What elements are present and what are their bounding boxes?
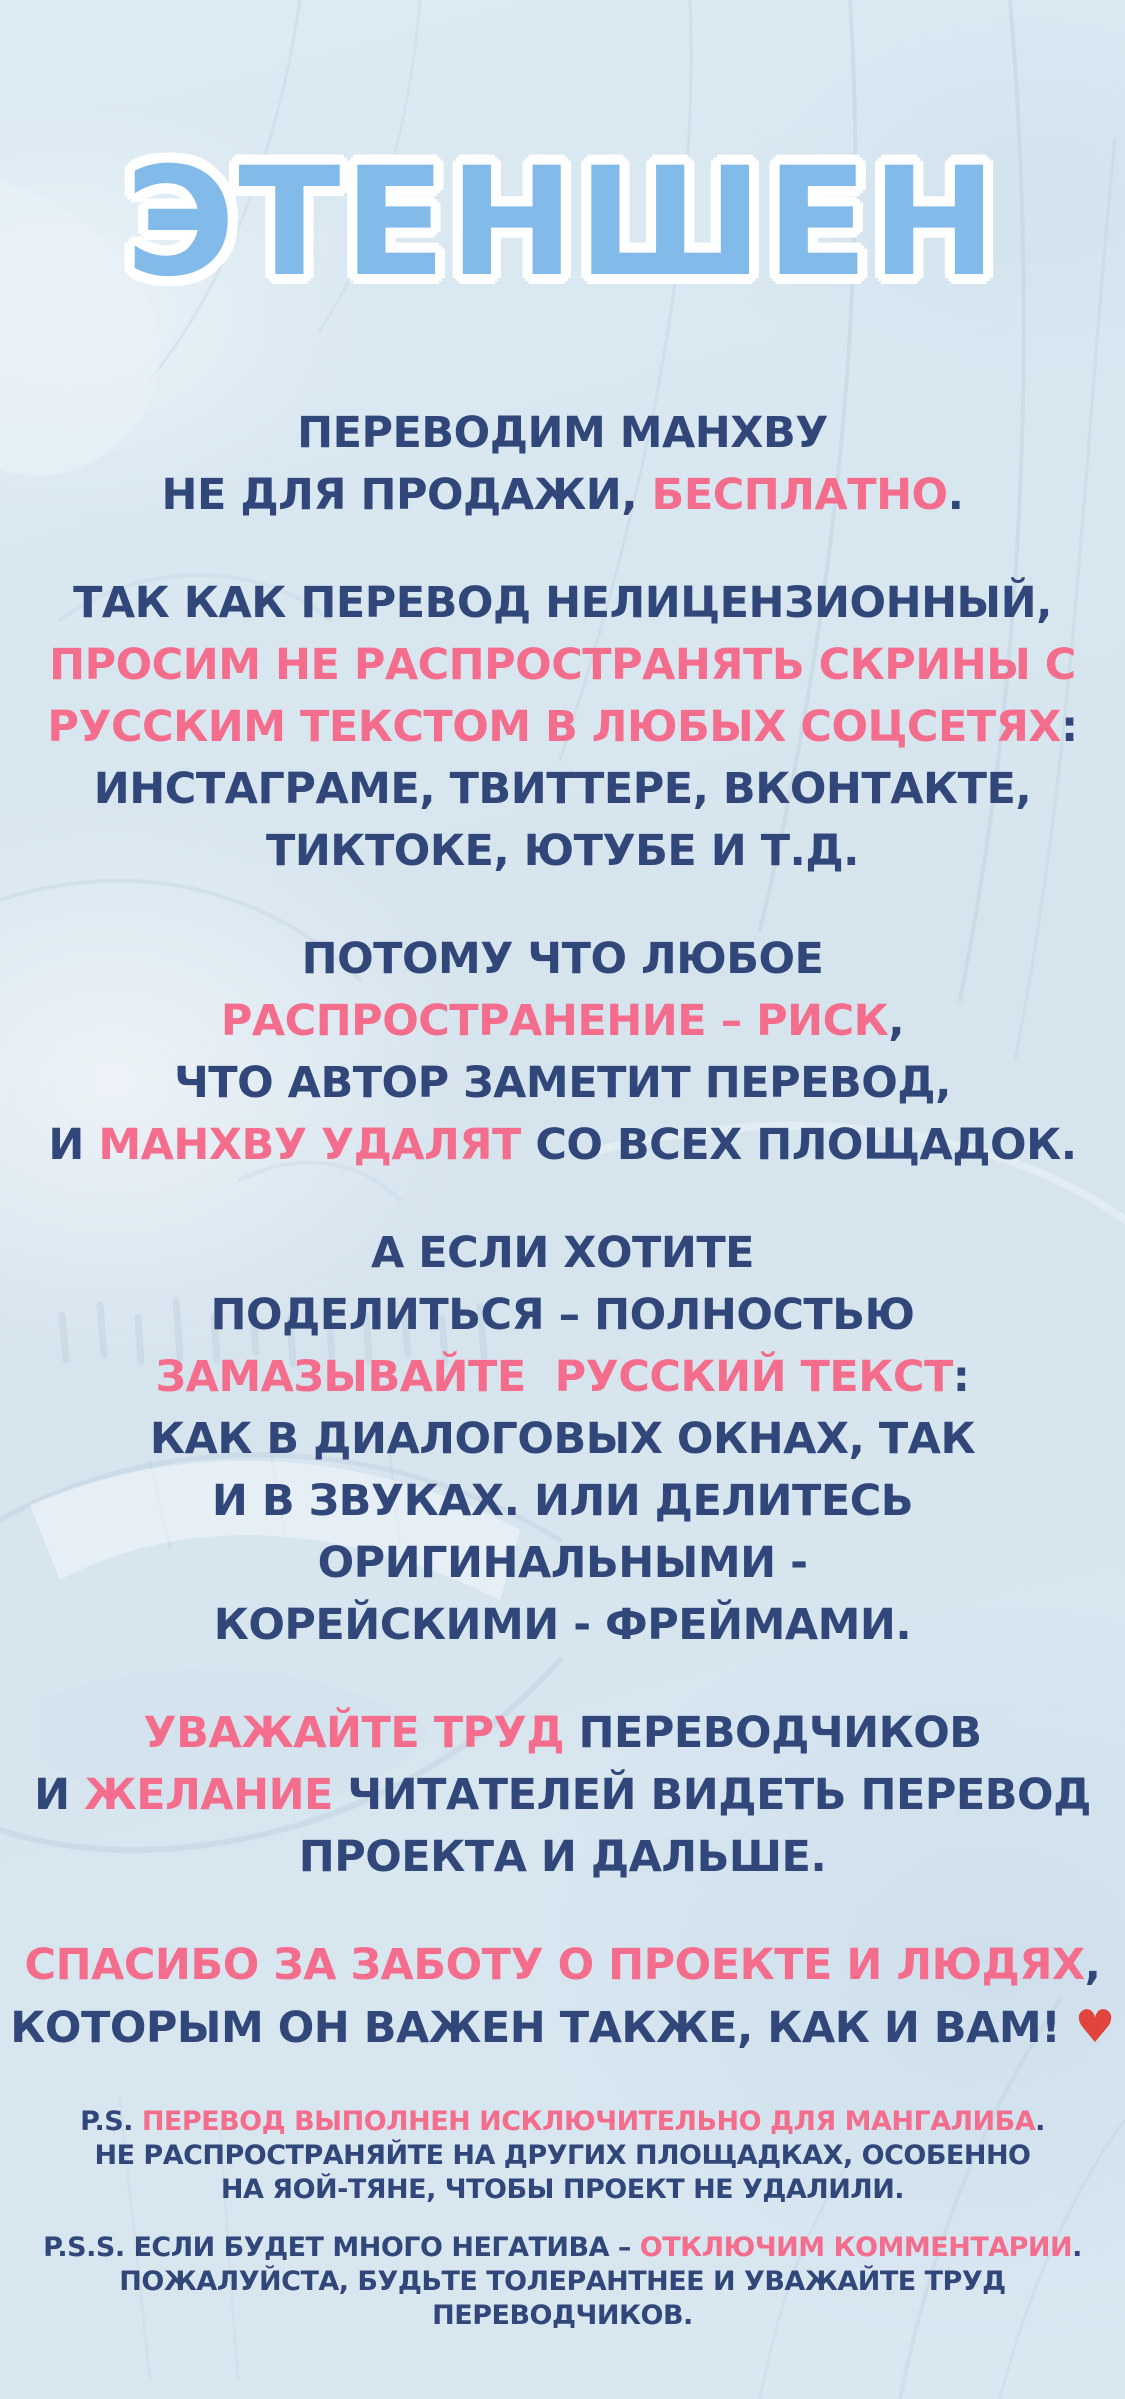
text-line bbox=[0, 990, 1125, 1052]
text-line bbox=[0, 1764, 1125, 1826]
text-segment-navy: P.S. bbox=[80, 2106, 142, 2137]
text-line bbox=[0, 1934, 1125, 1996]
text-line bbox=[0, 1408, 1125, 1470]
text-segment-navy: ИНСТАГРАМЕ, ТВИТТЕРЕ, ВКОНТАКТЕ, bbox=[93, 764, 1032, 814]
text-segment-navy: НЕ РАСПРОСТРАНЯЙТЕ НА ДРУГИХ ПЛОЩАДКАХ, ОСОБЕННО bbox=[94, 2140, 1031, 2171]
text-line bbox=[0, 402, 1125, 464]
text-segment-navy: НА ЯОЙ-ТЯНЕ, ЧТОБЫ ПРОЕКТ НЕ УДАЛИЛИ. bbox=[220, 2174, 905, 2205]
text-segment-navy: КОТОРЫМ ОН ВАЖЕН ТАКЖЕ, КАК И ВАМ! bbox=[10, 2003, 1075, 2053]
text-segment-navy: . bbox=[1035, 2106, 1045, 2137]
text-segment-navy: ПОЖАЛУЙСТА, БУДЬТЕ ТОЛЕРАНТНЕЕ И УВАЖАЙТЕ ТРУД ПЕРЕВОДЧИКОВ. bbox=[119, 2266, 1015, 2331]
text-segment-navy: ЧТО АВТОР ЗАМЕТИТ ПЕРЕВОД, bbox=[174, 1058, 951, 1108]
text-block-6 bbox=[0, 1934, 1125, 2059]
page-title: ЭТЕНШЕН bbox=[125, 136, 1000, 310]
text-line bbox=[0, 2231, 1125, 2265]
text-segment-pink: СПАСИБО ЗА ЗАБОТУ О ПРОЕКТЕ И ЛЮДЯХ bbox=[24, 1940, 1085, 1990]
text-segment-navy: И В ЗВУКАХ. ИЛИ ДЕЛИТЕСЬ bbox=[211, 1476, 914, 1526]
text-line bbox=[0, 572, 1125, 634]
text-line bbox=[0, 696, 1125, 758]
text-segment-pink: ОТКЛЮЧИМ КОММЕНТАРИИ bbox=[639, 2232, 1073, 2263]
text-segment-navy: ЧИТАТЕЛЕЙ ВИДЕТЬ ПЕРЕВОД bbox=[332, 1770, 1091, 1820]
text-segment-navy: ПЕРЕВОДЧИКОВ bbox=[564, 1708, 982, 1758]
text-segment-navy: ПЕРЕВОДИМ МАНХВУ bbox=[297, 408, 828, 458]
text-line bbox=[0, 1826, 1125, 1888]
text-line bbox=[0, 464, 1125, 526]
text-segment-navy: ПОДЕЛИТЬСЯ – ПОЛНОСТЬЮ bbox=[210, 1290, 915, 1340]
text-segment-pink: ЖЕЛАНИЕ bbox=[84, 1770, 333, 1820]
text-line bbox=[0, 2265, 1125, 2333]
text-segment-navy: : bbox=[1060, 702, 1078, 752]
text-blocks bbox=[0, 402, 1125, 2333]
text-segment-navy: , bbox=[888, 996, 905, 1046]
text-line bbox=[0, 1996, 1125, 2059]
text-line bbox=[0, 634, 1125, 696]
text-segment-pink: БЕСПЛАТНО bbox=[651, 470, 948, 520]
text-line bbox=[0, 2173, 1125, 2207]
text-segment-pink: РАСПРОСТРАНЕНИЕ – РИСК bbox=[220, 996, 889, 1046]
text-segment-navy: И bbox=[48, 1120, 99, 1170]
text-segment-navy: И bbox=[34, 1770, 85, 1820]
text-block-2 bbox=[0, 572, 1125, 882]
text-segment-navy: КАК В ДИАЛОГОВЫХ ОКНАХ, ТАК bbox=[149, 1414, 976, 1464]
text-line bbox=[0, 1284, 1125, 1346]
text-segment-navy: НЕ ДЛЯ ПРОДАЖИ, bbox=[161, 470, 652, 520]
text-line bbox=[0, 1594, 1125, 1656]
text-segment-navy: ОРИГИНАЛЬНЫМИ - bbox=[317, 1538, 808, 1588]
text-block-4 bbox=[0, 1222, 1125, 1656]
text-line bbox=[0, 1222, 1125, 1284]
text-segment-pink: УВАЖАЙТЕ ТРУД bbox=[143, 1708, 565, 1758]
text-block-7 bbox=[0, 2105, 1125, 2207]
text-segment-navy: P.S.S. ЕСЛИ БУДЕТ МНОГО НЕГАТИВА – bbox=[43, 2232, 640, 2263]
text-line bbox=[0, 928, 1125, 990]
text-block-8 bbox=[0, 2231, 1125, 2333]
text-line bbox=[0, 1470, 1125, 1532]
text-segment-pink: РУССКИМ ТЕКСТОМ В ЛЮБЫХ СОЦСЕТЯХ bbox=[47, 702, 1061, 752]
text-segment-navy: : bbox=[952, 1352, 970, 1402]
text-line bbox=[0, 2139, 1125, 2173]
text-line bbox=[0, 1346, 1125, 1408]
text-block-5 bbox=[0, 1702, 1125, 1888]
text-line bbox=[0, 2105, 1125, 2139]
text-segment-pink: ПРОСИМ НЕ РАСПРОСТРАНЯТЬ СКРИНЫ С bbox=[49, 640, 1076, 690]
text-line bbox=[0, 1532, 1125, 1594]
text-segment-navy: ПРОЕКТА И ДАЛЬШЕ. bbox=[298, 1832, 827, 1882]
text-line bbox=[0, 1114, 1125, 1176]
text-block-1 bbox=[0, 402, 1125, 526]
text-block-3 bbox=[0, 928, 1125, 1176]
text-segment-pink: МАНХВУ УДАЛЯТ bbox=[98, 1120, 521, 1170]
text-segment-navy: ТАК КАК ПЕРЕВОД НЕЛИЦЕНЗИОННЫЙ, bbox=[73, 578, 1052, 628]
text-line bbox=[0, 1052, 1125, 1114]
text-segment-navy: . bbox=[1072, 2232, 1082, 2263]
text-segment-navy: . bbox=[947, 470, 964, 520]
text-line bbox=[0, 758, 1125, 820]
text-segment-navy: СО ВСЕХ ПЛОЩАДОК. bbox=[520, 1120, 1077, 1170]
red-heart-icon: ♥ bbox=[1074, 2000, 1115, 2053]
text-segment-pink: ПЕРЕВОД ВЫПОЛНЕН ИСКЛЮЧИТЕЛЬНО ДЛЯ МАНГАЛИБА bbox=[141, 2106, 1036, 2137]
text-line bbox=[0, 820, 1125, 882]
text-segment-navy: КОРЕЙСКИМИ - ФРЕЙМАМИ. bbox=[213, 1600, 912, 1650]
text-line bbox=[0, 1702, 1125, 1764]
text-segment-pink: ЗАМАЗЫВАЙТЕ РУССКИЙ ТЕКСТ bbox=[155, 1352, 953, 1402]
text-segment-navy: , bbox=[1084, 1940, 1101, 1990]
text-segment-navy: ТИКТОКЕ, ЮТУБЕ И Т.Д. bbox=[265, 826, 859, 876]
text-segment-navy: А ЕСЛИ ХОТИТЕ bbox=[370, 1228, 755, 1278]
text-segment-navy: ПОТОМУ ЧТО ЛЮБОЕ bbox=[301, 934, 824, 984]
